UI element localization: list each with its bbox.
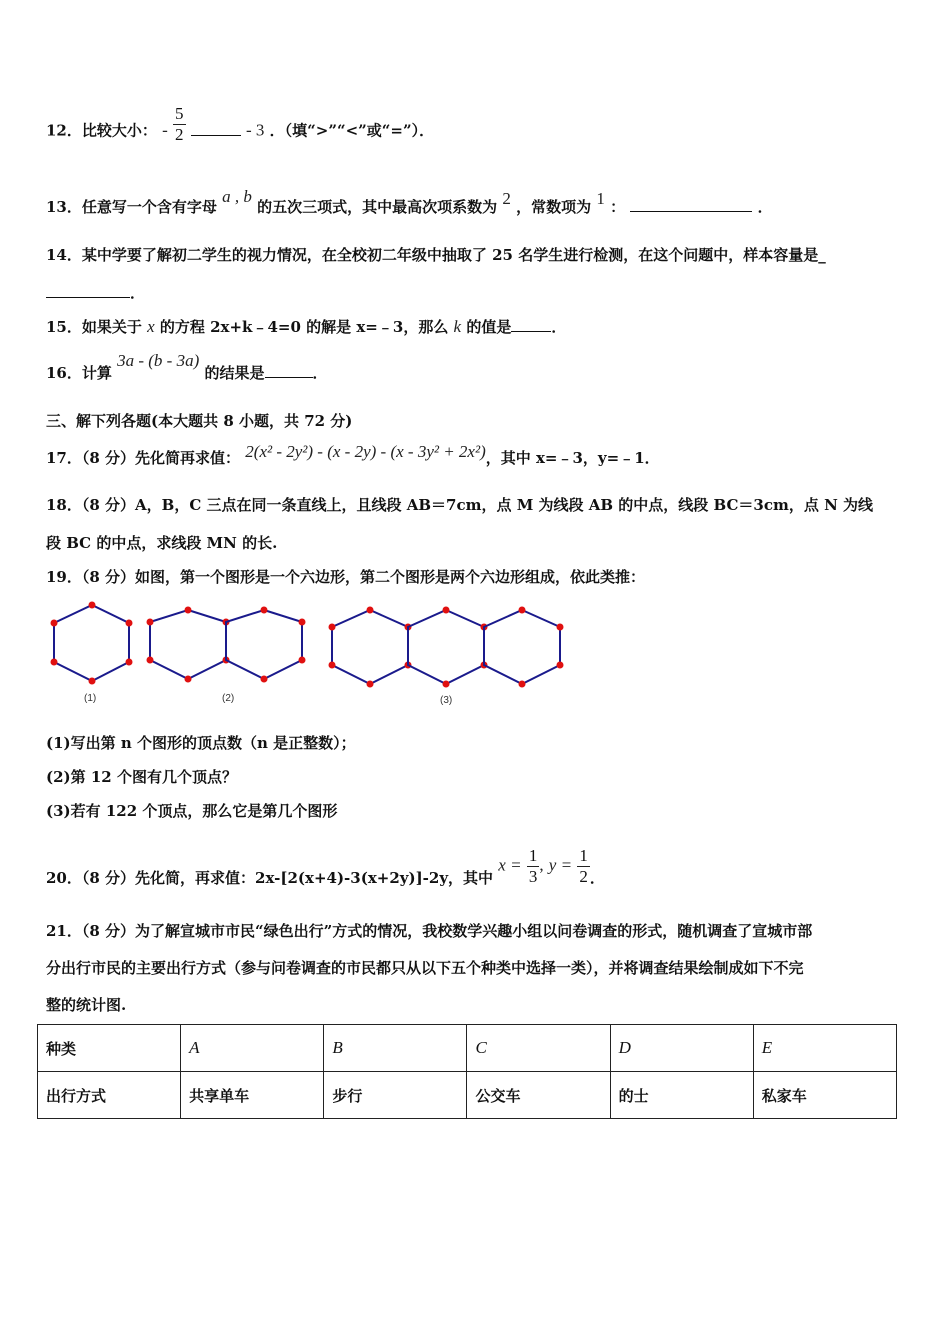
hexagon-vertex [329, 662, 336, 669]
q16-expression: 3a - (b - 3a) [117, 351, 200, 370]
hexagon-vertex [51, 659, 58, 666]
q19-sub2: (2)第 12 个图有几个顶点？ [46, 768, 237, 786]
q14-blank[interactable] [46, 283, 130, 298]
q13-text1: 13．任意写一个含有字母 [46, 198, 217, 216]
question-21-line2: 分出行市民的主要出行方式（参与问卷调查的市民都只从以下五个种类中选择一类），并将调查结果绘制成如下不完 [46, 959, 804, 977]
q17-t2: ，其中 [485, 449, 536, 467]
q15-t1: 15．如果关于 [46, 318, 148, 336]
hexagon-vertex [126, 620, 133, 627]
hexagon-vertex [89, 602, 96, 609]
table-cell: D [610, 1025, 753, 1072]
hexagon-vertex [51, 620, 58, 627]
table-cell: E [753, 1025, 896, 1072]
figure-caption-3: (3) [440, 695, 453, 706]
question-14-cont [46, 282, 145, 303]
q13-coef: 2 [502, 189, 511, 208]
figure-caption-2: (2) [222, 693, 235, 704]
hexagon-vertex [443, 681, 450, 688]
q12-fraction [173, 104, 186, 145]
question-14 [46, 244, 826, 265]
q19-sub3: (3)若有 122 个顶点，那么它是第几个图形 [46, 802, 338, 820]
q12-tail: ．（填“>”“<”或“=”）． [269, 121, 435, 140]
table-cell: A [181, 1025, 324, 1072]
q17-t1: 17．（8 分）先化简再求值： [46, 449, 241, 467]
q20-text: 20．（8 分）先化简，再求值：2x-[2(x+4)-3(x+2y)]-2y，其中 [46, 868, 494, 887]
q15-equation: 2x+k﹣4=0 [210, 318, 301, 336]
table-cell: 出行方式 [38, 1072, 181, 1119]
q15-end: ． [551, 318, 567, 336]
hexagon-vertex [367, 607, 374, 614]
q14-end: ． [130, 284, 146, 302]
hexagon-vertex [557, 624, 564, 631]
hexagon-outline [226, 610, 302, 679]
q20-separator: , [539, 855, 544, 875]
question-18-line2: 段 BC 的中点，求线段 MN 的长. [46, 534, 278, 552]
table-cell: 的士 [610, 1072, 753, 1119]
q13-text2: 的五次三项式，其中最高次项系数为 [257, 198, 498, 216]
hexagon-outline [332, 610, 408, 684]
question-18-line1: 18．（8 分）A，B，C 三点在同一条直线上，且线段 AB＝7cm，点 M 为线段 AB 的中点，线段 BC＝3cm，点 N 为线 [46, 496, 874, 514]
q20-x-num: 1 [528, 846, 538, 865]
q13-const: 1 [596, 189, 605, 208]
table-row [38, 1025, 897, 1072]
table-cell: B [324, 1025, 467, 1072]
q16-t1: 16．计算 [46, 364, 112, 382]
hexagon-vertex [89, 678, 96, 685]
q20-y-num: 1 [579, 846, 588, 865]
question-13 [46, 187, 773, 217]
q19-sub1: (1)写出第 n 个图形的顶点数（n 是正整数）； [46, 734, 356, 752]
q20-y-label: y = [548, 855, 573, 875]
hexagon-vertex [557, 662, 564, 669]
q12-rhs: - 3 [245, 120, 265, 140]
q15-k: k [453, 317, 462, 336]
q20-x-fraction [527, 846, 540, 887]
q13-end: ． [757, 198, 773, 216]
q20-x-den: 3 [528, 867, 538, 886]
q15-t2: 的方程 [154, 318, 211, 336]
q17-expression: 2(x² - 2y²) - (x - 2y) - (x - 3y² + 2x²) [245, 442, 486, 461]
hexagon-vertex [147, 619, 154, 626]
q20-end: ． [589, 868, 605, 887]
q12-blank[interactable] [191, 121, 241, 136]
q20-y-den: 2 [579, 867, 588, 886]
q13-text3: ，常数项为 [516, 198, 592, 216]
q16-blank[interactable] [265, 363, 313, 378]
hexagon-vertex [329, 624, 336, 631]
q12-frac-num: 5 [175, 104, 184, 123]
section-3-heading: 三、解下列各题(本大题共 8 小题，共 72 分) [46, 412, 353, 430]
question-21-line3: 整的统计图. [46, 996, 127, 1014]
q15-blank[interactable] [511, 317, 551, 332]
question-15 [46, 316, 566, 337]
q14-text: 14．某中学要了解初二学生的视力情况，在全校初二年级中抽取了 25 名学生进行检测，在这个问题中，样本容量是_ [46, 246, 826, 264]
table-cell: 私家车 [753, 1072, 896, 1119]
q13-blank[interactable] [630, 197, 752, 212]
table-row [38, 1072, 897, 1119]
question-16 [46, 351, 328, 383]
travel-mode-table [37, 1024, 897, 1119]
table-cell: 种类 [38, 1025, 181, 1072]
q20-x-label: x = [498, 855, 522, 875]
q15-solution: x=﹣3 [356, 318, 404, 336]
figure-caption-1: (1) [84, 693, 97, 704]
hexagon-vertex [185, 676, 192, 683]
q13-text4: ： [610, 198, 626, 216]
q15-t4: ，那么 [403, 318, 454, 336]
table-cell: 步行 [324, 1072, 467, 1119]
q20-y-fraction [577, 846, 590, 887]
hexagon-vertex [261, 607, 268, 614]
hexagon-vertex [147, 657, 154, 664]
hexagon-vertex [261, 676, 268, 683]
hexagon-vertex [126, 659, 133, 666]
q15-t5: 的值是 [461, 318, 512, 336]
question-17 [46, 442, 660, 468]
hexagon-vertex [299, 619, 306, 626]
hexagon-vertex [185, 607, 192, 614]
hexagon-outline [484, 610, 560, 684]
q12-neg: - [162, 120, 168, 140]
hexagon-outline [54, 605, 129, 681]
question-20 [46, 846, 605, 887]
hexagon-vertex [299, 657, 306, 664]
hexagon-vertex [519, 607, 526, 614]
q16-t2: 的结果是 [204, 364, 265, 382]
table-cell: 共享单车 [181, 1072, 324, 1119]
q12-label: 12．比较大小： [46, 121, 157, 140]
q15-t3: 的解是 [300, 318, 357, 336]
q17-condition: x=﹣3，y=﹣1． [535, 449, 660, 467]
hexagon-outline [150, 610, 226, 679]
question-12 [46, 104, 435, 145]
q12-frac-den: 2 [175, 125, 184, 144]
question-19: 19．（8 分）如图，第一个图形是一个六边形，第二个图形是两个六边形组成，依此类推： [46, 568, 646, 586]
hexagon-vertex [367, 681, 374, 688]
hexagon-vertex [443, 607, 450, 614]
hexagon-outline [408, 610, 484, 684]
table-cell: 公交车 [467, 1072, 610, 1119]
q13-letters: a , b [222, 187, 252, 206]
hexagon-vertex [519, 681, 526, 688]
q16-end: ． [312, 364, 328, 382]
table-cell: C [467, 1025, 610, 1072]
q15-x: x [147, 317, 155, 336]
question-21-line1: 21．（8 分）为了解宣城市市民“绿色出行”方式的情况，我校数学兴趣小组以问卷调查的形式，随机调查了宣城市部 [46, 922, 813, 940]
